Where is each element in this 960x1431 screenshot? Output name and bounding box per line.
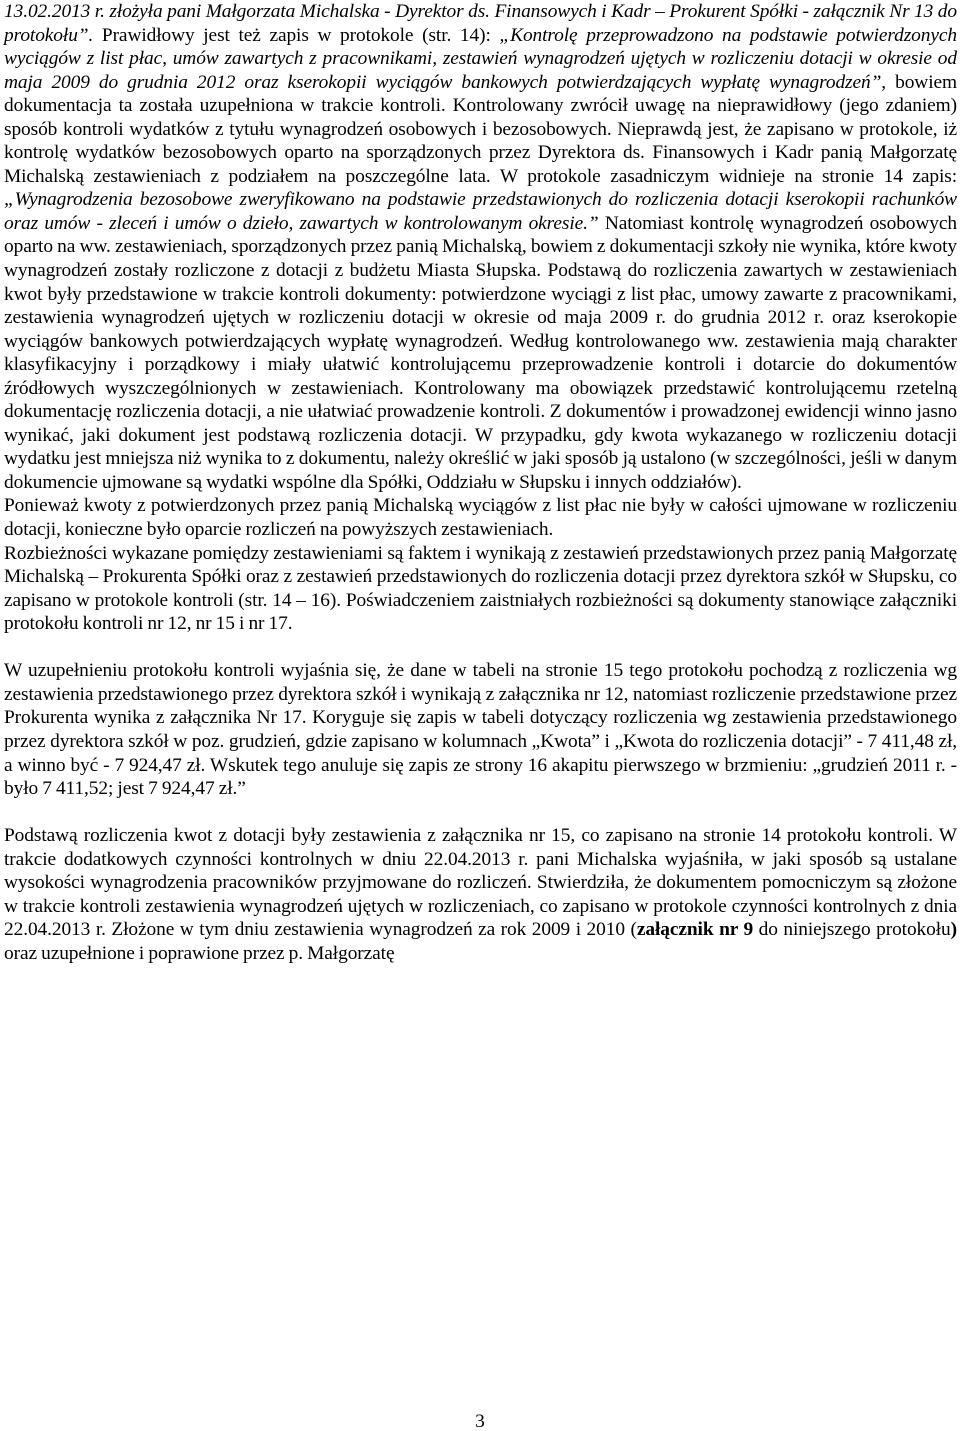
page-number: 3: [475, 1411, 485, 1431]
paragraph-kontrola-dokumentacji: [0, 0, 960, 494]
text-run: Ponieważ kwoty z potwierdzonych przez panią Michalską wyciągów z list płac nie były w całości ujmowane w rozliczeniu dotacji, konieczne było oparcie rozliczeń na powyższych zestawieniach.: [4, 495, 957, 541]
text-run: , bowiem dokumentacja ta została uzupełniona w trakcie kontroli. Kontrolowany zwrócił uwagę na nieprawidłowy (jego zdaniem) sposób kontroli wydatków z tytułu wynagrodzeń osobowych i bezosobowych. Nieprawdą jest, że zapisano w protokole, iż kontrolę wydatków bezosobowych oparto na sporządzonych przez Dyrektora ds. Finansowych i Kadr panią Małgorzatę Michalską zestawieniach z podziałem na poszczególne lata. W protokole zasadniczym widnieje na stronie 14 zapis:: [4, 71, 957, 187]
text-run: 13.02.2013 r. złożyła pani Małgorzata Michalska - Dyrektor ds. Finansowych i Kadr – Prokurent Spółki - załącznik Nr 13 do protokołu”.: [4, 1, 957, 46]
text-run: W uzupełnieniu protokołu kontroli wyjaśnia się, że dane w tabeli na stronie 15 tego protokołu pochodzą z rozliczenia wg zestawienia przedstawionego przez dyrektora szkół i wynikają z załącznika nr 12, natomiast rozliczenie przedstawione przez Prokurenta wynika z załącznika Nr 17. Koryguje się zapis w tabeli dotyczący rozliczenia wg zestawienia przedstawionego przez dyrektora szkół w poz. grudzień, gdzie zapisano w kolumnach „Kwota” i „Kwota do rozliczenia dotacji” - 7 411,48 zł, a winno być - 7 924,47 zł. Wskutek tego anuluje się zapis ze strony 16 akapitu pierwszego w brzmieniu: „grudzień 2011 r. - było 7 411,52; jest 7 924,47 zł.”: [4, 660, 957, 800]
text-run: ): [950, 919, 957, 941]
paragraph-podstawa-rozliczenia: [0, 824, 960, 965]
text-run: Prawidłowy jest też zapis w protokole (str. 14):: [101, 24, 500, 46]
paragraph-uzupelnienie-protokolu: [0, 659, 960, 800]
text-run: Natomiast kontrolę wynagrodzeń osobowych oparto na ww. zestawieniach, sporządzonych przez panią Michalską, bowiem z dokumentacji szkoły nie wynika, które kwoty wynagrodzeń zostały rozliczone z dotacji z budżetu Miasta Słupska. Podstawą do rozliczenia zawartych w zestawieniach kwot były przedstawione w trakcie kontroli dokumenty: potwierdzone wyciągi z list płac, umowy zawarte z pracownikami, zestawienia wynagrodzeń ujętych w rozliczeniu dotacji w okresie od maja 2009 r. do grudnia 2012 r. oraz kserokopie wyciągów bankowych potwierdzających wypłatę wynagrodzeń. Według kontrolowanego ww. zestawienia mają charakter klasyfikacyjny i porządkowy i miały ułatwić kontrolującemu przeprowadzenie kontroli i dotarcie do dokumentów źródłowych wyszczególnionych w zestawieniach. Kontrolowany ma obowiązek przedstawić kontrolującemu rzetelną dokumentację rozliczenia dotacji, a nie ułatwiać prowadzenie kontroli. Z dokumentów i prowadzonej ewidencji winno jasno wynikać, jaki dokument jest podstawą rozliczenia dotacji. W przypadku, gdy kwota wykazanego w rozliczeniu dotacji wydatku jest mniejsza niż wynika to z dokumentu, należy określić w jaki sposób ją ustalono (w szczególności, jeśli w danym dokumencie ujmowane są wydatki wspólne dla Spółki, Oddziału w Słupsku i innych oddziałów).: [4, 212, 957, 493]
paragraph-rozbieznosci: [0, 542, 960, 636]
text-run: „Wynagrodzenia bezosobowe zweryfikowano na podstawie przedstawionych do rozliczenia dotacji kserokopii rachunków oraz umów - zleceń i umów o dzieło, zawartych w kontrolowanym okresie.”: [4, 189, 957, 234]
text-run: Rozbieżności wykazane pomiędzy zestawieniami są faktem i wynikają z zestawień przedstawionych przez panią Małgorzatę Michalską – Prokurenta Spółki oraz z zestawień przedstawionych do rozliczenia dotacji przez dyrektora szkół w Słupsku, co zapisano w protokole kontroli (str. 14 – 16). Poświadczeniem zaistniałych rozbieżności są dokumenty stanowiące załączniki protokołu kontroli nr 12, nr 15 i nr 17.: [4, 542, 957, 635]
text-run: załącznik nr 9: [636, 919, 754, 941]
text-run: Podstawą rozliczenia kwot z dotacji były zestawienia z załącznika nr 15, co zapisano na stronie 14 protokołu kontroli. W trakcie dodatkowych czynności kontrolnych w dniu 22.04.2013 r. pani Michalska wyjaśniła, w jaki sposób są ustalane wysokości wynagrodzenia pracowników przyjmowane do rozliczeń. Stwierdziła, że dokumentem pomocniczym są złożone w trakcie kontroli zestawienia wynagrodzeń ujętych w rozliczeniach, co zapisano w protokole czynności kontrolnych z dnia 22.04.2013 r. Złożone w tym dniu zestawienia wynagrodzeń za rok 2009 i 2010 (: [4, 825, 957, 941]
text-run: do niniejszego protokołu: [753, 919, 951, 941]
text-run: „Kontrolę przeprowadzono na podstawie potwierdzonych wyciągów z list płac, umów zawartych z pracownikami, zestawień wynagrodzeń ujętych w rozliczeniu dotacji w okresie od maja 2009 do grudnia 2012 oraz kserokopii wyciągów bankowych potwierdzających wypłatę wynagrodzeń”: [4, 24, 957, 93]
paragraph-kwoty-z-list-plac: [0, 494, 960, 541]
text-run: oraz uzupełnione i poprawione przez p. Małgorzatę: [4, 942, 395, 964]
